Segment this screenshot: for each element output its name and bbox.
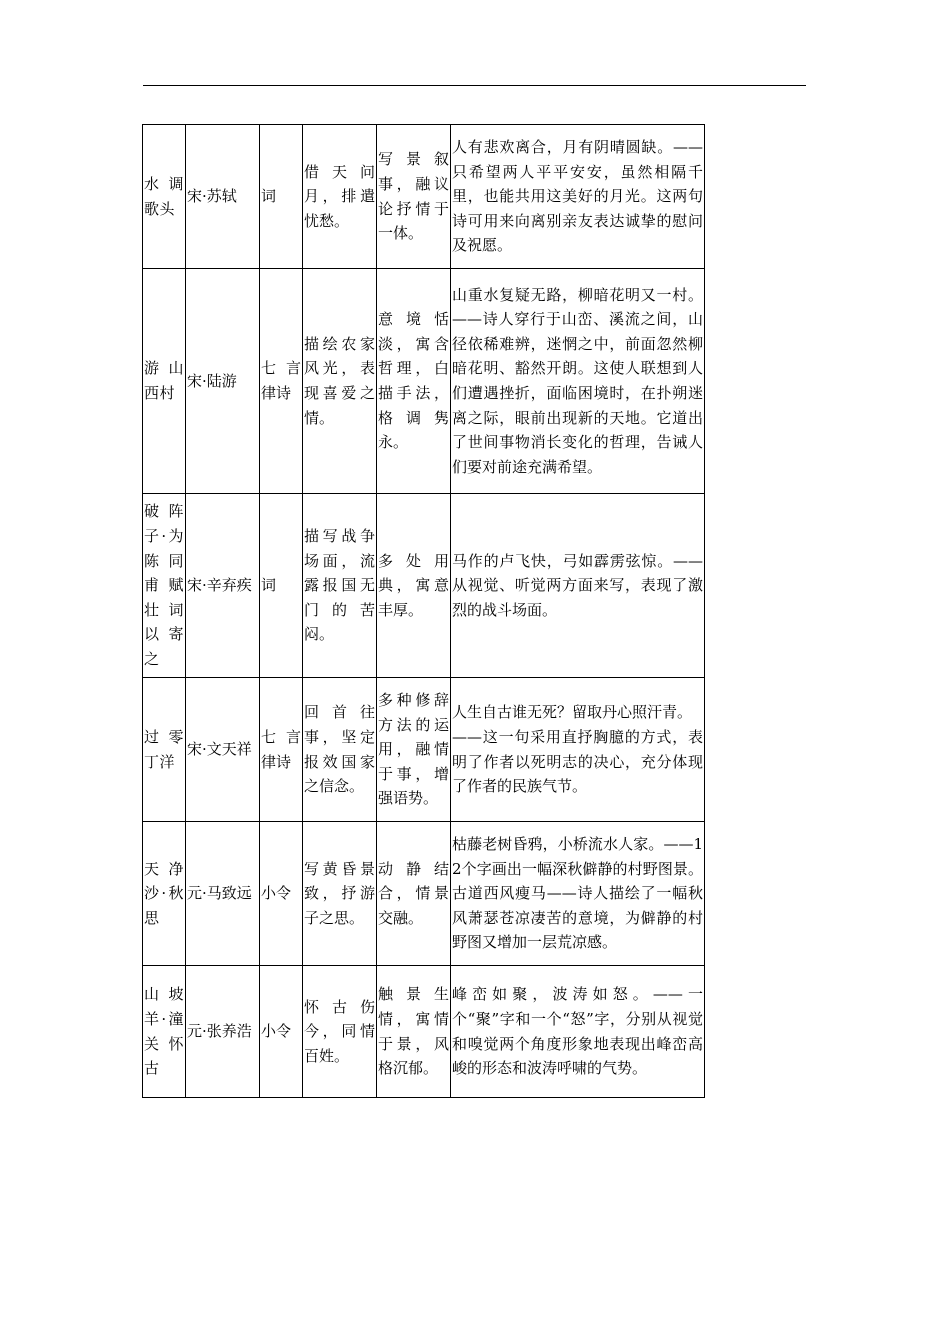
poem-author: 宋·辛弃疾 — [186, 494, 260, 678]
poem-technique: 触景生情，寓情于景，风格沉郁。 — [377, 966, 451, 1098]
poem-title: 游山西村 — [143, 269, 186, 494]
header-rule — [143, 85, 806, 86]
poem-genre: 小令 — [260, 966, 303, 1098]
table-row — [143, 678, 705, 822]
poem-author: 宋·苏轼 — [186, 125, 260, 269]
poem-notes — [451, 494, 705, 678]
poem-content: 借天问月，排遣忧愁。 — [303, 125, 377, 269]
poem-title: 过零丁洋 — [143, 678, 186, 822]
poem-table — [142, 124, 705, 1098]
poem-notes — [451, 125, 705, 269]
table-row — [143, 822, 705, 966]
table-row — [143, 125, 705, 269]
table-row — [143, 494, 705, 678]
poem-notes — [451, 678, 705, 822]
note-line: 马作的卢飞快，弓如霹雳弦惊。——从视觉、听觉两方面来写，表现了激烈的战斗场面。 — [452, 551, 703, 619]
poem-author: 元·马致远 — [186, 822, 260, 966]
poem-content: 描写战争场面，流露报国无门的苦闷。 — [303, 494, 377, 678]
poem-title: 破阵子·为陈同甫赋壮词以寄之 — [143, 494, 186, 678]
poem-title: 山坡羊·潼关怀古 — [143, 966, 186, 1098]
poem-content: 写黄昏景致，抒游子之思。 — [303, 822, 377, 966]
note-line: 枯藤老树昏鸦，小桥流水人家。——12个字画出一幅深秋僻静的村野图景。古道西风瘦马——诗人描绘了一幅秋风萧瑟苍凉凄苦的意境，为僻静的村野图又增加一层荒凉感。 — [452, 835, 703, 952]
poem-author: 宋·文天祥 — [186, 678, 260, 822]
poem-author: 元·张养浩 — [186, 966, 260, 1098]
table-row — [143, 966, 705, 1098]
poem-technique: 多处用典，寓意丰厚。 — [377, 494, 451, 678]
poem-genre: 词 — [260, 125, 303, 269]
poem-technique: 多种修辞方法的运用，融情于事，增强语势。 — [377, 678, 451, 822]
note-line: 峰峦如聚，波涛如怒。——一个“聚”字和一个“怒”字，分别从视觉和嗅觉两个角度形象地表现出峰峦高峻的形态和波涛呼啸的气势。 — [452, 985, 703, 1078]
poem-notes — [451, 822, 705, 966]
poem-technique: 写景叙事，融议论抒情于一体。 — [377, 125, 451, 269]
poem-title: 水调歌头 — [143, 125, 186, 269]
table-row — [143, 269, 705, 494]
note-line: ——这一句采用直抒胸臆的方式，表明了作者以死明志的决心，充分体现了作者的民族气节。 — [452, 727, 703, 796]
poem-content: 回首往事，坚定报效国家之信念。 — [303, 678, 377, 822]
note-line: 人有悲欢离合，月有阴晴圆缺。——只希望两人平平安安，虽然相隔千里，也能共用这美好的月光。这两句诗可用来向离别亲友表达诚挚的慰问及祝愿。 — [452, 138, 703, 255]
poem-technique: 意境恬淡，寓含哲理，白描手法，格调隽永。 — [377, 269, 451, 494]
poem-genre: 小令 — [260, 822, 303, 966]
note-line: 人生自古谁无死？留取丹心照汗青。 — [452, 703, 693, 722]
poem-genre: 词 — [260, 494, 303, 678]
note-line: 山重水复疑无路，柳暗花明又一村。——诗人穿行于山峦、溪流之间，山径依稀难辨，迷惘之中，前面忽然柳暗花明、豁然开朗。这使人联想到人们遭遇挫折，面临困境时，在扑朔迷离之际，眼前出现新的天地。它道出了世间事物消长变化的哲理，告诫人们要对前途充满希望。 — [452, 285, 703, 476]
poem-content: 描绘农家风光，表现喜爱之情。 — [303, 269, 377, 494]
poem-technique: 动静结合，情景交融。 — [377, 822, 451, 966]
poem-genre: 七言律诗 — [260, 678, 303, 822]
poem-content: 怀古伤今，同情百姓。 — [303, 966, 377, 1098]
poem-notes — [451, 966, 705, 1098]
poem-title: 天净沙·秋思 — [143, 822, 186, 966]
poem-genre: 七言律诗 — [260, 269, 303, 494]
poem-author: 宋·陆游 — [186, 269, 260, 494]
poem-notes — [451, 269, 705, 494]
